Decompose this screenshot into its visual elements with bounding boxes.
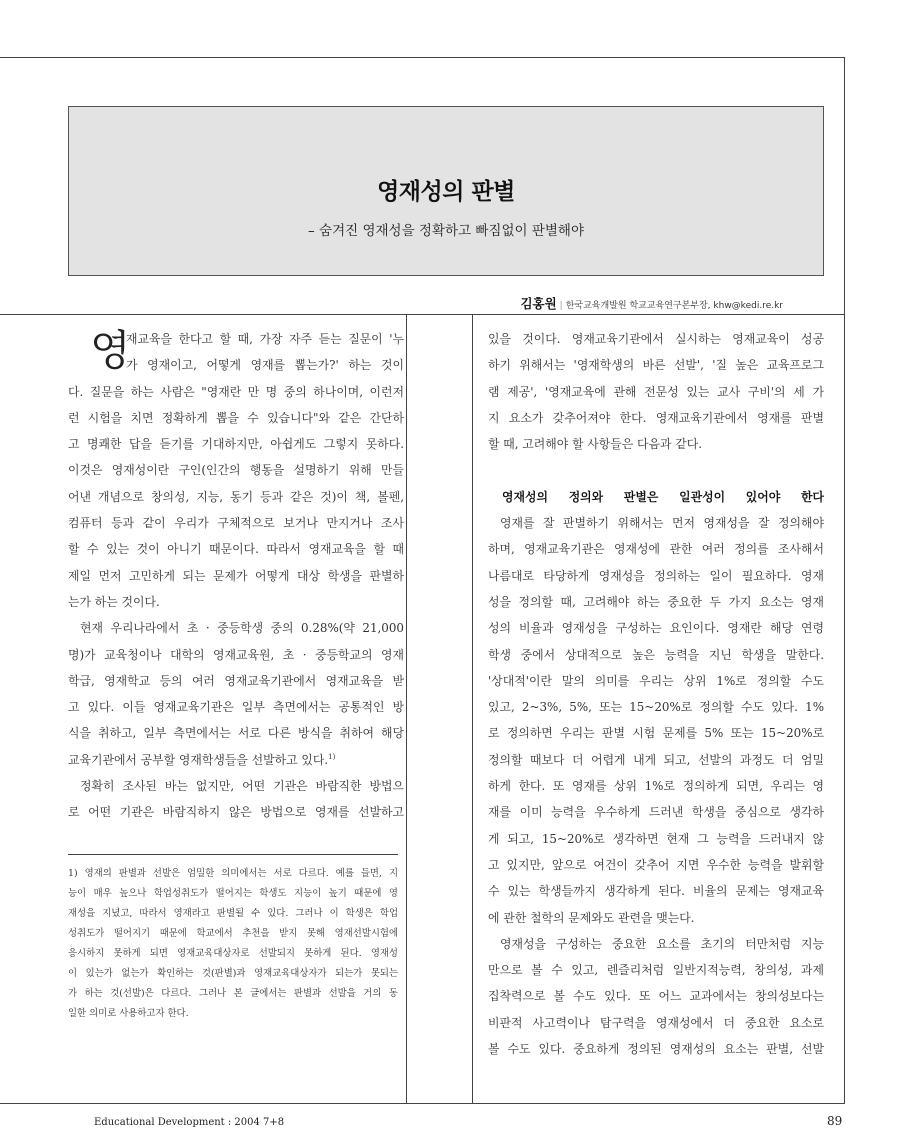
text-line: 컴퓨터 등과 같이 우리가 구체적으로 보거나 만지거나 조사 <box>68 516 404 531</box>
text-line: 정확히 조사된 바는 없지만, 어떤 기관은 바람직한 방법으 <box>80 779 404 794</box>
author-affiliation: 한국교육개발원 학교교육연구본부장, khw@kedi.re.kr <box>565 301 783 311</box>
footnote-rule <box>68 854 398 855</box>
text-line: 성을 정의할 때, 고려해야 하는 중요한 두 가지 요소는 영재 <box>488 594 824 609</box>
column-divider-2 <box>472 314 473 1104</box>
text-line: 있을 것이다. 영재교육기관에서 실시하는 영재교육이 성공 <box>488 332 824 346</box>
footnote-line: 재성을 지녔고, 따라서 영재라고 판별될 수 있다. 그러나 이 학생은 학업 <box>68 908 398 919</box>
text-line-content: 교육기관에서 공부할 영재학생들을 선발하고 있다. <box>68 752 329 767</box>
text-line: 만으로 볼 수 있고, 렌즐리처럼 일반지적능력, 창의성, 과제 <box>488 963 824 978</box>
text-line: 영재를 잘 판별하기 위해서는 먼저 영재성을 잘 정의해야 <box>500 516 824 531</box>
footnote-line: 1) 영재의 판별과 선발은 엄밀한 의미에서는 서로 다르다. 예를 들면, 지 <box>68 868 398 879</box>
text-line: 볼 수도 있다. 중요하게 정의된 영재성의 요소는 판별, 선발 <box>488 1042 824 1057</box>
right-column <box>488 326 824 1062</box>
author-name: 김홍원 <box>520 296 557 311</box>
footnote-line: 가 하는 것(선발)은 다르다. 그러나 본 글에서는 판별과 선발을 거의 동 <box>68 988 398 999</box>
dropcap-paragraph-start <box>68 326 404 379</box>
text-line: 할 때, 고려해야 할 사항들은 다음과 같다. <box>488 437 703 452</box>
text-line: 학생 중에서 상대적으로 높은 능력을 지닌 학생을 말한다. <box>488 647 824 662</box>
section-heading: 영재성의 정의와 판별은 일관성이 있어야 한다 <box>502 489 824 504</box>
header-divider <box>0 314 845 315</box>
left-column <box>68 326 404 826</box>
text-line: 정의할 때보다 더 어렵게 내게 되고, 선발의 과정도 더 엄밀 <box>488 752 824 767</box>
text-line: 고 있다. 이들 영재교육기관은 일부 측면에서는 공통적인 방 <box>68 700 404 715</box>
byline <box>520 294 783 312</box>
footnote-line: 일한 의미로 사용하고자 한다. <box>68 1008 189 1019</box>
article-subtitle: – 숨겨진 영재성을 정확하고 빠짐없이 판별해야 <box>308 223 584 239</box>
text-line: 식을 취하고, 일부 측면에서는 서로 다른 방식을 취하여 해당 <box>68 726 404 741</box>
text-line: 에 관한 철학의 문제와도 관련을 맺는다. <box>488 910 695 925</box>
text-line: 성의 비율과 영재성을 구성하는 요인이다. 영재란 해당 연령 <box>488 621 824 636</box>
text-line: 게 되고, 15~20%로 생각하면 현재 그 능력을 드러내지 않 <box>488 831 824 846</box>
text-line: 영재성을 구성하는 중요한 요소를 초기의 터만처럼 지능 <box>500 936 824 951</box>
text-line: 있고, 2~3%, 5%, 또는 15~20%로 정의할 수도 있다. 1% <box>488 700 824 715</box>
text-line: 학급, 영재학교 등의 여러 영재교육기관에서 영재교육을 받 <box>68 673 404 688</box>
text-line: 이것은 영재성이란 구인(인간의 행동을 설명하기 위해 만들 <box>68 463 404 478</box>
footnote <box>68 864 398 1024</box>
text-line: 하며, 영재교육기관은 영재성에 관한 여러 정의를 조사해서 <box>488 542 824 557</box>
right-frame-line <box>844 57 845 1103</box>
text-line: 할 수 있는 것이 아니기 때문이다. 따라서 영재교육을 할 때 <box>68 542 404 557</box>
footnote-line: 응시하지 못하게 되면 영재교육대상자로 선발되지 못하게 된다. 영재성 <box>68 948 398 959</box>
article-title: 영재성의 판별 <box>377 179 515 205</box>
dropcap: 영 <box>90 326 131 375</box>
column-divider <box>406 314 407 1104</box>
title-box <box>68 106 824 276</box>
text-line <box>68 747 404 773</box>
journal-footer: Educational Development : 2004 7+8 <box>94 1117 285 1128</box>
text-line: 로 정의하면 우리는 판별 시험 문제를 5% 또는 15~20%로 <box>488 726 824 741</box>
footnote-line: 이 있는가 없는가 확인하는 것(판별)과 영재교육대상자가 되는가 못되는 <box>68 968 398 979</box>
text-line: 다. 질문을 하는 사람은 "영재란 만 명 중의 하나이며, 이런저 <box>68 384 404 399</box>
top-rule <box>0 57 845 58</box>
footnote-line: 능이 매우 높으나 학업성취도가 떨어지는 학생도 지능이 높기 때문에 영 <box>68 888 398 899</box>
text-line: 램 제공', '영재교육에 관해 전문성 있는 교사 구비'의 세 가 <box>488 384 824 399</box>
text-line: 고 명쾌한 답을 듣기를 기대하지만, 아쉽게도 그렇지 못하다. <box>68 437 404 452</box>
text-line: 현재 우리나라에서 초 · 중등학생 중의 0.28%(약 21,000 <box>80 621 404 636</box>
text-line: 로 어떤 기관은 바람직하지 않은 방법으로 영재를 선발하고 <box>68 805 404 820</box>
bottom-rule <box>0 1103 845 1104</box>
text-line: 재를 이미 능력을 우수하게 드러낸 학생을 중심으로 생각하 <box>488 805 824 820</box>
text-line: 가 영재이고, 어떻게 영재를 뽑는가?' 하는 것이 <box>126 358 404 373</box>
text-line: 런 시험을 치면 정확하게 뽑을 수 있습니다"와 같은 간단하 <box>68 410 404 425</box>
text-line: 수 있는 학생들까지 생각하게 된다. 비율의 문제는 영재교육 <box>488 884 824 899</box>
text-line: 재교육을 한다고 할 때, 가장 자주 듣는 질문이 '누 <box>126 332 404 346</box>
spacer <box>488 457 824 483</box>
footnote-line: 성취도가 떨어지기 때문에 학교에서 추천을 받지 못해 영재선발시험에 <box>68 928 398 939</box>
text-line: '상대적'이란 말의 의미를 우리는 상위 1%로 정의할 수도 <box>488 673 824 688</box>
text-line: 고 있지만, 앞으로 여건이 갖추어 지면 우수한 능력을 발휘할 <box>488 857 824 872</box>
text-line: 어낸 개념으로 창의성, 지능, 동기 등과 같은 것)이 책, 볼펜, <box>68 489 404 504</box>
text-line: 비판적 사고력이나 탐구력을 영재성에서 더 중요한 요소로 <box>488 1015 824 1030</box>
text-line: 하게 한다. 또 영재를 상위 1%로 정의하게 되면, 우리는 영 <box>488 779 824 794</box>
text-line: 명)가 교육청이나 대학의 영재교육원, 초 · 중등학교의 영재 <box>68 647 404 662</box>
text-line: 하기 위해서는 '영재학생의 바른 선발', '질 높은 교육프로그 <box>488 358 824 373</box>
text-line: 는가 하는 것이다. <box>68 594 160 609</box>
page-number: 89 <box>827 1114 843 1128</box>
text-line: 지 요소가 갖추어져야 한다. 영재교육기관에서 영재를 판별 <box>488 410 824 425</box>
text-line: 나름대로 타당하게 영재성을 정의하는 일이 필요하다. 영재 <box>488 568 824 583</box>
text-line: 집착력으로 볼 수도 있다. 또 어느 교과에서는 창의성보다는 <box>488 989 824 1004</box>
footnote-reference: 1) <box>328 752 336 761</box>
text-line: 제일 먼저 고민하게 되는 문제가 어떻게 대상 학생을 판별하 <box>68 568 404 583</box>
byline-separator: | <box>559 301 563 311</box>
